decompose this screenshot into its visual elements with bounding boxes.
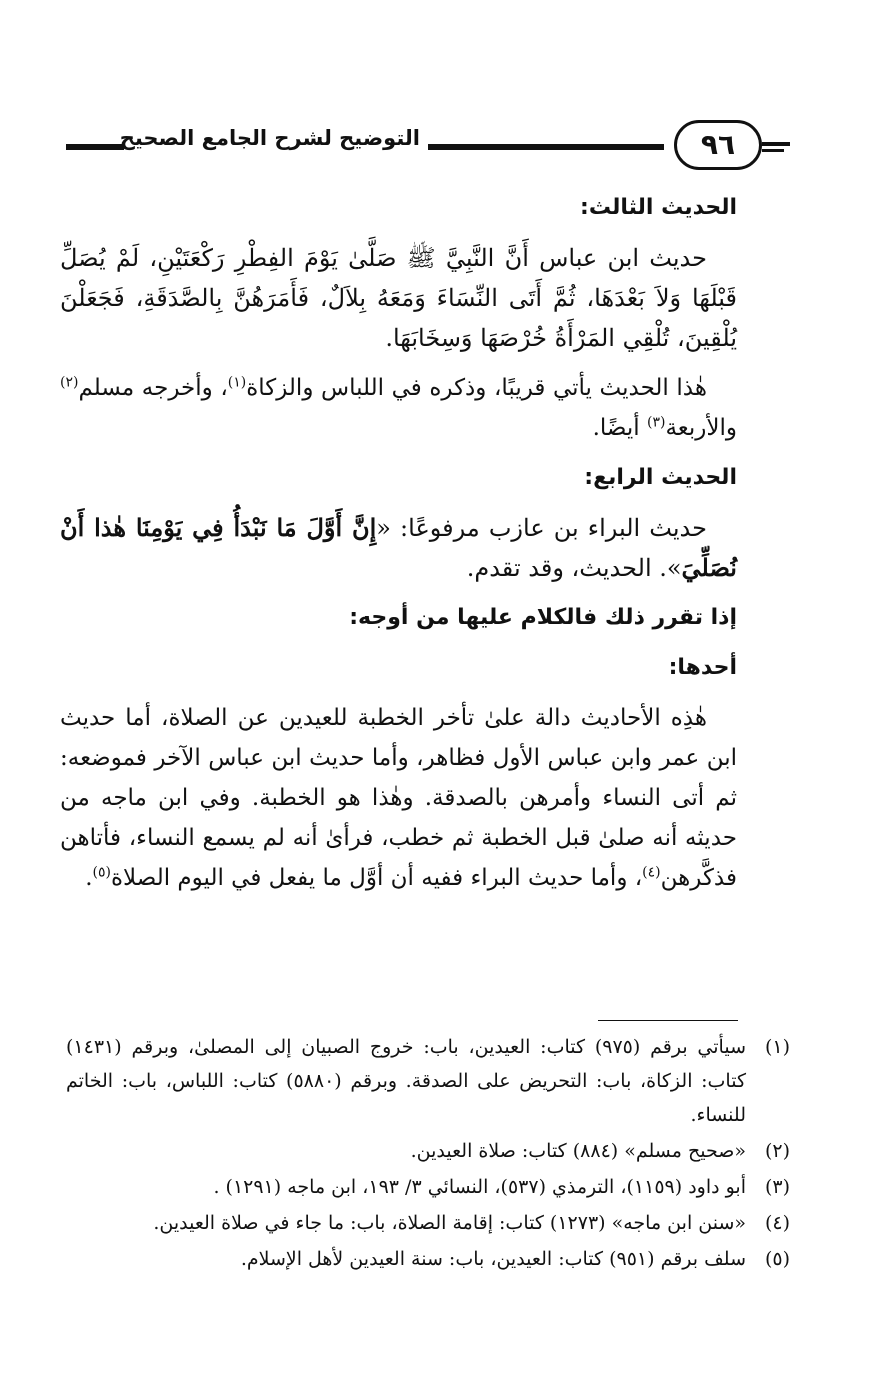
footnote-mark-5[interactable]: (٥) — [92, 864, 111, 881]
footnote-2 — [60, 1134, 790, 1168]
header-rule-right — [762, 142, 790, 146]
text-segment: ». الحديث، وقد تقدم. — [466, 554, 682, 582]
footnote-text: أبو داود (١١٥٩)، الترمذي (٥٣٧)، النسائي ٣/ ١٩٣، ابن ماجه (١٢٩١) . — [213, 1176, 746, 1198]
main-text — [60, 188, 737, 908]
heading-first-aspect: أحدها: — [668, 655, 737, 680]
heading-fourth-hadith: الحديث الرابع: — [584, 465, 737, 490]
footnote-number: (١) — [764, 1036, 790, 1058]
text-segment: ، وأخرجه مسلم — [78, 375, 228, 401]
footnote-number: (٤) — [764, 1212, 790, 1234]
footnote-5 — [60, 1242, 790, 1276]
header-rule-left — [66, 144, 124, 150]
hadith-fourth-text — [60, 508, 737, 588]
footnote-text: «سنن ابن ماجه» (١٢٧٣) كتاب: إقامة الصلاة، باب: ما جاء في صلاة العيدين. — [153, 1212, 746, 1234]
footnote-mark-2[interactable]: (٢) — [60, 374, 79, 391]
page-number: ٩٦ — [674, 120, 762, 170]
footnote-mark-1[interactable]: (١) — [227, 374, 247, 391]
header-rule-middle — [428, 144, 664, 150]
footnote-4 — [60, 1206, 790, 1240]
footnote-text: سلف برقم (٩٥١) كتاب: العيدين، باب: سنة العيدين لأهل الإسلام. — [240, 1248, 746, 1270]
intro-line: إذا تقرر ذلك فالكلام عليها من أوجه: — [349, 605, 737, 630]
header-rule-right-thin — [762, 149, 784, 152]
footnotes — [60, 1030, 790, 1278]
footnote-text: سيأتي برقم (٩٧٥) كتاب: العيدين، باب: خروج الصبيان إلى المصلىٰ، وبرقم (١٤٣١) كتاب: الزكاة، باب: التحريض على الصدقة. وبرقم (٥٨٨٠) كتاب: اللباس، باب: الخاتم للنساء. — [66, 1036, 747, 1126]
text-segment: . — [85, 865, 93, 891]
footnote-mark-4[interactable]: (٤) — [642, 864, 661, 881]
footnote-number: (٥) — [764, 1248, 790, 1270]
text-segment: حديث البراء بن عازب مرفوعًا: « — [376, 514, 707, 542]
text-segment: هٰذا الحديث يأتي قريبًا، وذكره في اللباس والزكاة — [246, 375, 707, 401]
running-title: التوضيح لشرح الجامع الصحيح — [119, 126, 420, 150]
running-header — [60, 118, 790, 178]
heading-third-hadith: الحديث الثالث: — [580, 195, 737, 220]
footnote-mark-3[interactable]: (٣) — [646, 414, 666, 431]
paragraph-first-aspect — [60, 698, 737, 898]
footnote-1 — [60, 1030, 790, 1132]
footnote-separator — [598, 1020, 738, 1021]
footnote-text: «صحيح مسلم» (٨٨٤) كتاب: صلاة العيدين. — [410, 1140, 746, 1162]
hadith-quote: إِنَّ أَوَّلَ مَا نَبْدَأُ فِي يَوْمِنَا هٰذا أَنْ نُصَلِّيَ — [60, 513, 737, 582]
text-segment: أيضًا. — [592, 415, 647, 441]
text-segment: والأربعة — [665, 415, 737, 441]
footnote-number: (٢) — [764, 1140, 790, 1162]
text-segment: ، وأما حديث البراء ففيه أن أوَّل ما يفعل في اليوم الصلاة — [110, 865, 643, 891]
text-segment: هٰذِه الأحاديث دالة علىٰ تأخر الخطبة للعيدين عن الصلاة، أما حديث ابن عمر وابن عباس الأول فظاهر، وأما حديث ابن عباس الآخر فموضعه: ثم أتى النساء وأمرهن بالصدقة. وهٰذا هو الخطبة. وفي ابن ماجه من حديثه أنه صلىٰ قبل الخطبة ثم خطب، فرأىٰ أنه لم يسمع النساء، فأتاهن فذكَّرهن — [60, 705, 737, 891]
paragraph-third-commentary — [60, 368, 737, 448]
footnote-number: (٣) — [764, 1176, 790, 1198]
hadith-third-text: حديث ابن عباس أَنَّ النَّبِيَّ ﷺ صَلَّىٰ يَوْمَ الفِطْرِ رَكْعَتَيْنِ، لَمْ يُصَلِّ قَبْلَهَا وَلاَ بَعْدَهَا، ثُمَّ أَتَى النِّسَاءَ وَمَعَهُ بِلاَلٌ، فَأَمَرَهُنَّ بِالصَّدَقَةِ، فَجَعَلْنَ يُلْقِينَ، تُلْقِي المَرْأَةُ خُرْصَهَا وَسِخَابَهَا. — [60, 244, 737, 352]
footnote-3 — [60, 1170, 790, 1204]
